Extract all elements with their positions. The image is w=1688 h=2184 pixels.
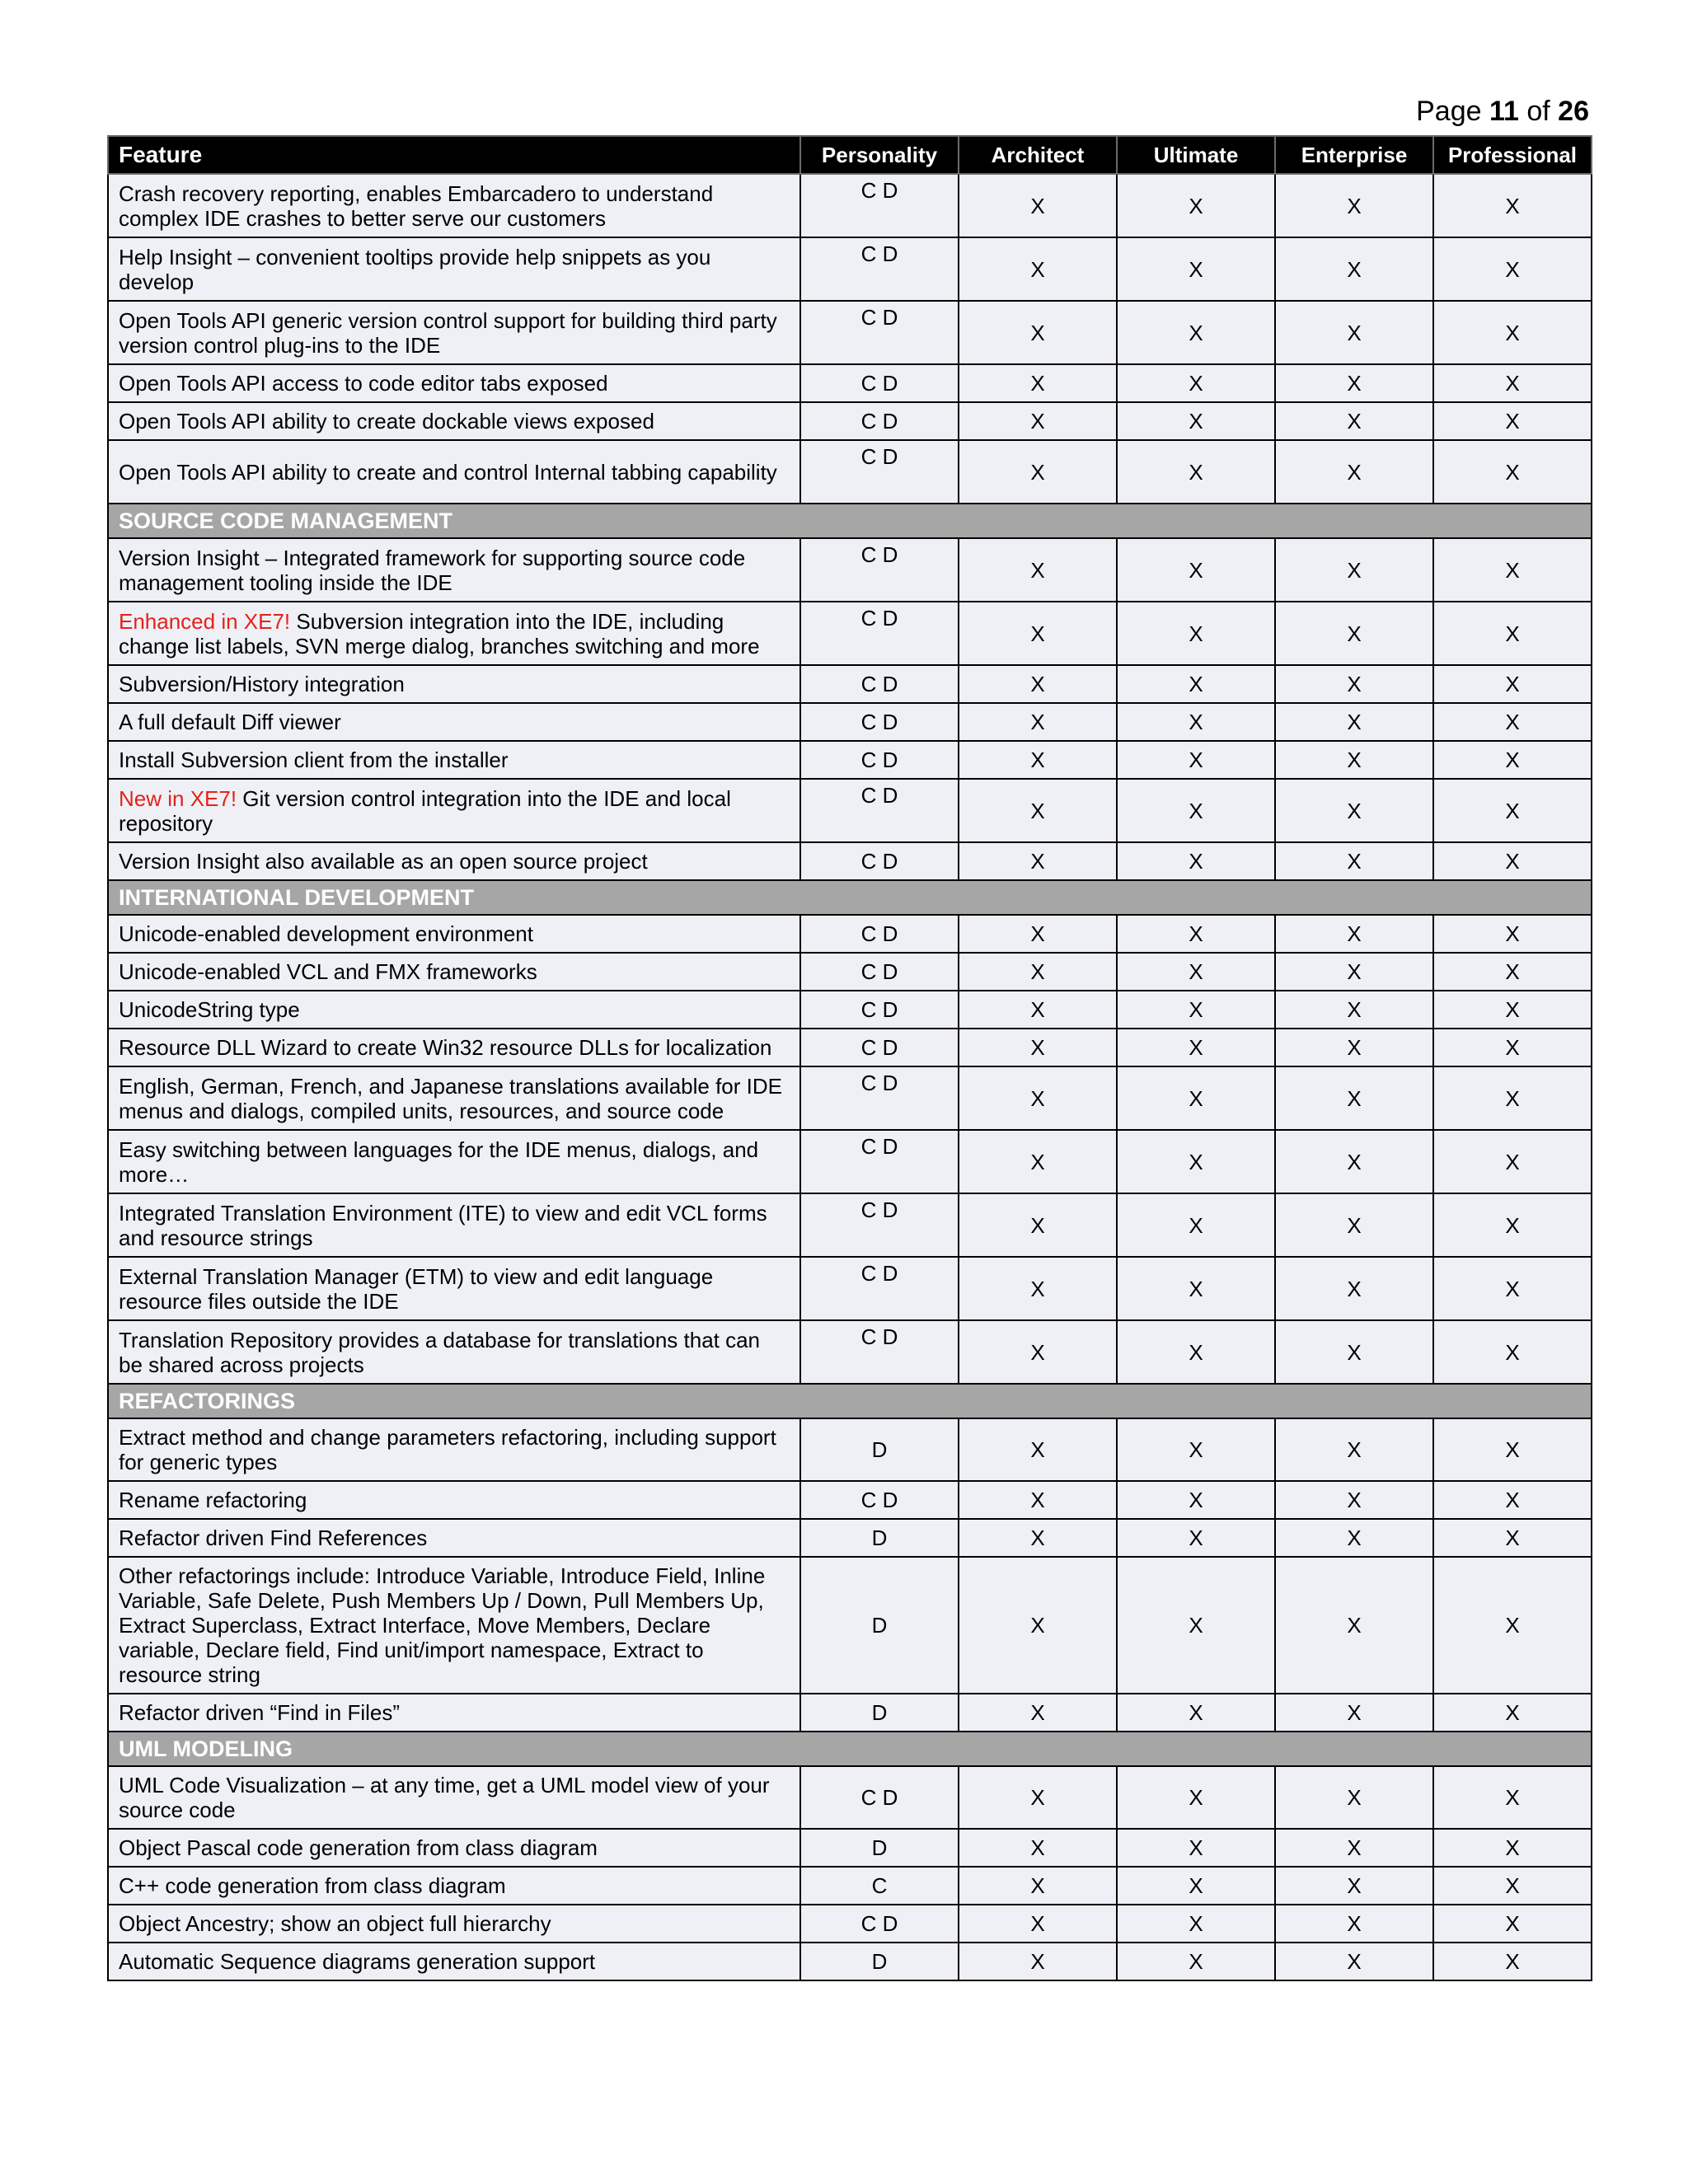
feature-text: Easy switching between languages for the IDE menus, dialogs, and more… bbox=[119, 1137, 759, 1187]
table-row bbox=[108, 915, 1592, 953]
feature-cell bbox=[108, 1557, 800, 1694]
feature-text: Version Insight also available as an open source project bbox=[119, 849, 648, 874]
ultimate-cell: X bbox=[1117, 1029, 1275, 1066]
feature-cell bbox=[108, 602, 800, 665]
table-row bbox=[108, 1257, 1592, 1320]
professional-cell: X bbox=[1433, 1320, 1592, 1384]
architect-cell: X bbox=[959, 1905, 1117, 1943]
enterprise-cell: X bbox=[1275, 440, 1433, 504]
personality-cell: C D bbox=[800, 1029, 959, 1066]
professional-cell: X bbox=[1433, 1257, 1592, 1320]
ultimate-cell: X bbox=[1117, 1943, 1275, 1980]
architect-cell: X bbox=[959, 703, 1117, 741]
ultimate-cell: X bbox=[1117, 665, 1275, 703]
feature-text: Other refactorings include: Introduce Variable, Introduce Field, Inline Variable, Safe Delete, Push Members Up / Down, Pull Members Up, Extract Superclass, Extract Interface, Move Members, Declare variable, Declare field, Find unit/import namespace, Extract to resource string bbox=[119, 1563, 766, 1687]
feature-text: Subversion integration into the IDE, including change list labels, SVN merge dialog, branches switching and more bbox=[119, 608, 760, 658]
table-row bbox=[108, 991, 1592, 1029]
personality-cell: C D bbox=[800, 538, 959, 602]
personality-cell: C D bbox=[800, 991, 959, 1029]
personality-cell: C D bbox=[800, 779, 959, 842]
section-title: SOURCE CODE MANAGEMENT bbox=[108, 504, 1592, 538]
table-row bbox=[108, 953, 1592, 991]
architect-cell: X bbox=[959, 953, 1117, 991]
architect-cell: X bbox=[959, 1829, 1117, 1867]
personality-cell: C D bbox=[800, 602, 959, 665]
architect-cell: X bbox=[959, 364, 1117, 402]
professional-cell: X bbox=[1433, 915, 1592, 953]
enterprise-cell: X bbox=[1275, 1766, 1433, 1829]
release-badge-text: New in XE7! bbox=[119, 785, 237, 811]
ultimate-cell: X bbox=[1117, 1320, 1275, 1384]
feature-text: UnicodeString type bbox=[119, 997, 300, 1022]
feature-text: External Translation Manager (ETM) to view and edit language resource files outside the IDE bbox=[119, 1263, 714, 1314]
table-row bbox=[108, 741, 1592, 779]
enterprise-cell: X bbox=[1275, 237, 1433, 301]
professional-cell: X bbox=[1433, 174, 1592, 237]
feature-cell bbox=[108, 1829, 800, 1867]
feature-cell bbox=[108, 402, 800, 440]
personality-cell: C D bbox=[800, 665, 959, 703]
enterprise-cell: X bbox=[1275, 602, 1433, 665]
architect-cell: X bbox=[959, 1130, 1117, 1193]
feature-text: Extract method and change parameters refactoring, including support for generic types bbox=[119, 1425, 776, 1474]
personality-cell: C D bbox=[800, 741, 959, 779]
column-header-ultimate: Ultimate bbox=[1117, 136, 1275, 174]
feature-text: Integrated Translation Environment (ITE) to view and edit VCL forms and resource strings bbox=[119, 1200, 767, 1250]
enterprise-cell: X bbox=[1275, 1694, 1433, 1732]
feature-text: Open Tools API access to code editor tabs exposed bbox=[119, 371, 608, 396]
table-row bbox=[108, 1943, 1592, 1980]
table-row bbox=[108, 301, 1592, 364]
section-header-row bbox=[108, 880, 1592, 915]
professional-cell: X bbox=[1433, 1766, 1592, 1829]
feature-text: English, German, French, and Japanese translations available for IDE menus and dialogs, compiled units, resources, and source code bbox=[119, 1073, 782, 1123]
feature-cell bbox=[108, 1029, 800, 1066]
ultimate-cell: X bbox=[1117, 953, 1275, 991]
table-body bbox=[108, 174, 1592, 1980]
table-row bbox=[108, 665, 1592, 703]
page-number-of: of bbox=[1518, 96, 1559, 127]
personality-cell: D bbox=[800, 1418, 959, 1481]
ultimate-cell: X bbox=[1117, 1867, 1275, 1905]
feature-text: Help Insight – convenient tooltips provide help snippets as you develop bbox=[119, 244, 711, 294]
enterprise-cell: X bbox=[1275, 364, 1433, 402]
architect-cell: X bbox=[959, 1193, 1117, 1257]
personality-cell: C D bbox=[800, 364, 959, 402]
table-row bbox=[108, 1694, 1592, 1732]
enterprise-cell: X bbox=[1275, 1905, 1433, 1943]
enterprise-cell: X bbox=[1275, 1193, 1433, 1257]
enterprise-cell: X bbox=[1275, 741, 1433, 779]
personality-cell: C D bbox=[800, 915, 959, 953]
feature-cell bbox=[108, 1320, 800, 1384]
personality-cell: C D bbox=[800, 174, 959, 237]
ultimate-cell: X bbox=[1117, 1130, 1275, 1193]
professional-cell: X bbox=[1433, 1418, 1592, 1481]
architect-cell: X bbox=[959, 665, 1117, 703]
ultimate-cell: X bbox=[1117, 1257, 1275, 1320]
table-row bbox=[108, 842, 1592, 880]
feature-text: Open Tools API ability to create and control Internal tabbing capability bbox=[119, 459, 777, 485]
professional-cell: X bbox=[1433, 1905, 1592, 1943]
section-title: INTERNATIONAL DEVELOPMENT bbox=[108, 880, 1592, 915]
enterprise-cell: X bbox=[1275, 1257, 1433, 1320]
enterprise-cell: X bbox=[1275, 1557, 1433, 1694]
page-number-total: 26 bbox=[1558, 96, 1589, 127]
ultimate-cell: X bbox=[1117, 301, 1275, 364]
section-title: REFACTORINGS bbox=[108, 1384, 1592, 1418]
feature-cell bbox=[108, 174, 800, 237]
section-title: UML MODELING bbox=[108, 1732, 1592, 1766]
enterprise-cell: X bbox=[1275, 538, 1433, 602]
professional-cell: X bbox=[1433, 1481, 1592, 1519]
feature-text: Version Insight – Integrated framework for supporting source code management tooling inside the IDE bbox=[119, 545, 746, 595]
enterprise-cell: X bbox=[1275, 991, 1433, 1029]
feature-text: Open Tools API ability to create dockable views exposed bbox=[119, 409, 654, 434]
feature-text: C++ code generation from class diagram bbox=[119, 1873, 506, 1898]
feature-text: Resource DLL Wizard to create Win32 resource DLLs for localization bbox=[119, 1035, 772, 1060]
page-number bbox=[1385, 96, 1589, 128]
ultimate-cell: X bbox=[1117, 1193, 1275, 1257]
ultimate-cell: X bbox=[1117, 842, 1275, 880]
personality-cell: C D bbox=[800, 1766, 959, 1829]
feature-cell bbox=[108, 1130, 800, 1193]
architect-cell: X bbox=[959, 538, 1117, 602]
table-row bbox=[108, 538, 1592, 602]
feature-cell bbox=[108, 779, 800, 842]
header-row bbox=[108, 136, 1592, 174]
personality-cell: D bbox=[800, 1519, 959, 1557]
feature-cell bbox=[108, 1519, 800, 1557]
ultimate-cell: X bbox=[1117, 1066, 1275, 1130]
table-row bbox=[108, 779, 1592, 842]
enterprise-cell: X bbox=[1275, 1829, 1433, 1867]
ultimate-cell: X bbox=[1117, 1519, 1275, 1557]
ultimate-cell: X bbox=[1117, 402, 1275, 440]
feature-text: Install Subversion client from the installer bbox=[119, 748, 509, 772]
table-row bbox=[108, 1130, 1592, 1193]
ultimate-cell: X bbox=[1117, 538, 1275, 602]
architect-cell: X bbox=[959, 991, 1117, 1029]
column-header-architect: Architect bbox=[959, 136, 1117, 174]
ultimate-cell: X bbox=[1117, 237, 1275, 301]
feature-cell bbox=[108, 915, 800, 953]
architect-cell: X bbox=[959, 1694, 1117, 1732]
professional-cell: X bbox=[1433, 953, 1592, 991]
table-row bbox=[108, 174, 1592, 237]
architect-cell: X bbox=[959, 301, 1117, 364]
professional-cell: X bbox=[1433, 1519, 1592, 1557]
feature-text: Open Tools API generic version control support for building third party version control plug-ins to the IDE bbox=[119, 307, 777, 358]
table-row bbox=[108, 402, 1592, 440]
professional-cell: X bbox=[1433, 779, 1592, 842]
architect-cell: X bbox=[959, 1943, 1117, 1980]
feature-text: Unicode-enabled VCL and FMX frameworks bbox=[119, 959, 537, 984]
column-header-personality: Personality bbox=[800, 136, 959, 174]
feature-text: Subversion/History integration bbox=[119, 672, 405, 696]
personality-cell: C D bbox=[800, 440, 959, 504]
feature-text: Git version control integration into the IDE and local repository bbox=[119, 785, 731, 836]
professional-cell: X bbox=[1433, 237, 1592, 301]
enterprise-cell: X bbox=[1275, 953, 1433, 991]
column-header-professional: Professional bbox=[1433, 136, 1592, 174]
personality-cell: C D bbox=[800, 1257, 959, 1320]
architect-cell: X bbox=[959, 1257, 1117, 1320]
feature-cell bbox=[108, 1694, 800, 1732]
enterprise-cell: X bbox=[1275, 1418, 1433, 1481]
table-row bbox=[108, 1193, 1592, 1257]
feature-cell bbox=[108, 301, 800, 364]
professional-cell: X bbox=[1433, 703, 1592, 741]
table-row bbox=[108, 1066, 1592, 1130]
table-row bbox=[108, 1905, 1592, 1943]
feature-cell bbox=[108, 703, 800, 741]
feature-text: Refactor driven Find References bbox=[119, 1526, 428, 1550]
enterprise-cell: X bbox=[1275, 301, 1433, 364]
professional-cell: X bbox=[1433, 991, 1592, 1029]
enterprise-cell: X bbox=[1275, 665, 1433, 703]
personality-cell: C D bbox=[800, 1066, 959, 1130]
table-row bbox=[108, 1029, 1592, 1066]
enterprise-cell: X bbox=[1275, 779, 1433, 842]
enterprise-cell: X bbox=[1275, 174, 1433, 237]
feature-cell bbox=[108, 1066, 800, 1130]
professional-cell: X bbox=[1433, 1829, 1592, 1867]
table-row bbox=[108, 440, 1592, 504]
personality-cell: C D bbox=[800, 1320, 959, 1384]
architect-cell: X bbox=[959, 741, 1117, 779]
professional-cell: X bbox=[1433, 402, 1592, 440]
feature-comparison-table bbox=[107, 135, 1592, 1981]
feature-text: Rename refactoring bbox=[119, 1488, 307, 1512]
enterprise-cell: X bbox=[1275, 915, 1433, 953]
ultimate-cell: X bbox=[1117, 174, 1275, 237]
architect-cell: X bbox=[959, 237, 1117, 301]
feature-cell bbox=[108, 1418, 800, 1481]
architect-cell: X bbox=[959, 915, 1117, 953]
architect-cell: X bbox=[959, 1418, 1117, 1481]
enterprise-cell: X bbox=[1275, 1943, 1433, 1980]
professional-cell: X bbox=[1433, 1943, 1592, 1980]
table-header bbox=[108, 136, 1592, 174]
enterprise-cell: X bbox=[1275, 1519, 1433, 1557]
feature-cell bbox=[108, 991, 800, 1029]
architect-cell: X bbox=[959, 1066, 1117, 1130]
enterprise-cell: X bbox=[1275, 1130, 1433, 1193]
enterprise-cell: X bbox=[1275, 1320, 1433, 1384]
ultimate-cell: X bbox=[1117, 991, 1275, 1029]
personality-cell: C bbox=[800, 1867, 959, 1905]
personality-cell: C D bbox=[800, 1481, 959, 1519]
ultimate-cell: X bbox=[1117, 1905, 1275, 1943]
architect-cell: X bbox=[959, 1766, 1117, 1829]
section-header-row bbox=[108, 1732, 1592, 1766]
feature-text: Automatic Sequence diagrams generation support bbox=[119, 1949, 596, 1974]
personality-cell: C D bbox=[800, 953, 959, 991]
architect-cell: X bbox=[959, 174, 1117, 237]
feature-cell bbox=[108, 953, 800, 991]
architect-cell: X bbox=[959, 1320, 1117, 1384]
personality-cell: C D bbox=[800, 1905, 959, 1943]
feature-cell bbox=[108, 538, 800, 602]
architect-cell: X bbox=[959, 842, 1117, 880]
professional-cell: X bbox=[1433, 1066, 1592, 1130]
feature-text: Crash recovery reporting, enables Embarcadero to understand complex IDE crashes to better serve our customers bbox=[119, 180, 714, 231]
ultimate-cell: X bbox=[1117, 440, 1275, 504]
personality-cell: C D bbox=[800, 1130, 959, 1193]
architect-cell: X bbox=[959, 1519, 1117, 1557]
feature-cell bbox=[108, 665, 800, 703]
section-header-row bbox=[108, 1384, 1592, 1418]
architect-cell: X bbox=[959, 1867, 1117, 1905]
professional-cell: X bbox=[1433, 741, 1592, 779]
table-row bbox=[108, 237, 1592, 301]
ultimate-cell: X bbox=[1117, 1694, 1275, 1732]
enterprise-cell: X bbox=[1275, 842, 1433, 880]
table-row bbox=[108, 703, 1592, 741]
professional-cell: X bbox=[1433, 1694, 1592, 1732]
ultimate-cell: X bbox=[1117, 1481, 1275, 1519]
ultimate-cell: X bbox=[1117, 741, 1275, 779]
enterprise-cell: X bbox=[1275, 1066, 1433, 1130]
architect-cell: X bbox=[959, 779, 1117, 842]
professional-cell: X bbox=[1433, 301, 1592, 364]
architect-cell: X bbox=[959, 440, 1117, 504]
ultimate-cell: X bbox=[1117, 915, 1275, 953]
personality-cell: D bbox=[800, 1829, 959, 1867]
table-row bbox=[108, 1418, 1592, 1481]
section-header-row bbox=[108, 504, 1592, 538]
professional-cell: X bbox=[1433, 842, 1592, 880]
ultimate-cell: X bbox=[1117, 703, 1275, 741]
feature-cell bbox=[108, 237, 800, 301]
ultimate-cell: X bbox=[1117, 1766, 1275, 1829]
enterprise-cell: X bbox=[1275, 402, 1433, 440]
enterprise-cell: X bbox=[1275, 1867, 1433, 1905]
enterprise-cell: X bbox=[1275, 703, 1433, 741]
table-row bbox=[108, 1867, 1592, 1905]
professional-cell: X bbox=[1433, 440, 1592, 504]
ultimate-cell: X bbox=[1117, 1829, 1275, 1867]
feature-cell bbox=[108, 741, 800, 779]
feature-cell bbox=[108, 1481, 800, 1519]
feature-cell bbox=[108, 1766, 800, 1829]
feature-cell bbox=[108, 1193, 800, 1257]
release-badge-text: Enhanced in XE7! bbox=[119, 608, 291, 634]
professional-cell: X bbox=[1433, 1029, 1592, 1066]
table-row bbox=[108, 1519, 1592, 1557]
feature-text: Unicode-enabled development environment bbox=[119, 921, 533, 946]
page-number-current: 11 bbox=[1489, 96, 1519, 127]
architect-cell: X bbox=[959, 402, 1117, 440]
column-header-enterprise: Enterprise bbox=[1275, 136, 1433, 174]
feature-cell bbox=[108, 842, 800, 880]
feature-cell bbox=[108, 1867, 800, 1905]
feature-cell bbox=[108, 1943, 800, 1980]
ultimate-cell: X bbox=[1117, 364, 1275, 402]
professional-cell: X bbox=[1433, 1193, 1592, 1257]
feature-cell bbox=[108, 1257, 800, 1320]
ultimate-cell: X bbox=[1117, 1418, 1275, 1481]
ultimate-cell: X bbox=[1117, 1557, 1275, 1694]
feature-text: UML Code Visualization – at any time, get a UML model view of your source code bbox=[119, 1773, 770, 1822]
architect-cell: X bbox=[959, 1029, 1117, 1066]
feature-text: Object Ancestry; show an object full hierarchy bbox=[119, 1911, 551, 1936]
table-row bbox=[108, 1829, 1592, 1867]
personality-cell: C D bbox=[800, 1193, 959, 1257]
professional-cell: X bbox=[1433, 1867, 1592, 1905]
architect-cell: X bbox=[959, 1557, 1117, 1694]
column-header-feature: Feature bbox=[108, 136, 800, 174]
table-row bbox=[108, 1766, 1592, 1829]
personality-cell: C D bbox=[800, 237, 959, 301]
table-row bbox=[108, 1557, 1592, 1694]
feature-text: A full default Diff viewer bbox=[119, 710, 341, 734]
personality-cell: D bbox=[800, 1694, 959, 1732]
ultimate-cell: X bbox=[1117, 779, 1275, 842]
professional-cell: X bbox=[1433, 602, 1592, 665]
personality-cell: C D bbox=[800, 703, 959, 741]
professional-cell: X bbox=[1433, 1130, 1592, 1193]
personality-cell: C D bbox=[800, 301, 959, 364]
enterprise-cell: X bbox=[1275, 1029, 1433, 1066]
personality-cell: D bbox=[800, 1943, 959, 1980]
table-row bbox=[108, 364, 1592, 402]
professional-cell: X bbox=[1433, 364, 1592, 402]
table-row bbox=[108, 1481, 1592, 1519]
feature-cell bbox=[108, 440, 800, 504]
personality-cell: C D bbox=[800, 842, 959, 880]
feature-text: Object Pascal code generation from class diagram bbox=[119, 1835, 598, 1860]
enterprise-cell: X bbox=[1275, 1481, 1433, 1519]
professional-cell: X bbox=[1433, 538, 1592, 602]
table-row bbox=[108, 1320, 1592, 1384]
feature-cell bbox=[108, 364, 800, 402]
professional-cell: X bbox=[1433, 665, 1592, 703]
personality-cell: D bbox=[800, 1557, 959, 1694]
table-row bbox=[108, 602, 1592, 665]
architect-cell: X bbox=[959, 602, 1117, 665]
feature-text: Translation Repository provides a database for translations that can be shared across projects bbox=[119, 1327, 761, 1377]
feature-cell bbox=[108, 1905, 800, 1943]
ultimate-cell: X bbox=[1117, 602, 1275, 665]
feature-text: Refactor driven “Find in Files” bbox=[119, 1700, 400, 1725]
page-number-prefix: Page bbox=[1416, 96, 1489, 127]
professional-cell: X bbox=[1433, 1557, 1592, 1694]
personality-cell: C D bbox=[800, 402, 959, 440]
architect-cell: X bbox=[959, 1481, 1117, 1519]
